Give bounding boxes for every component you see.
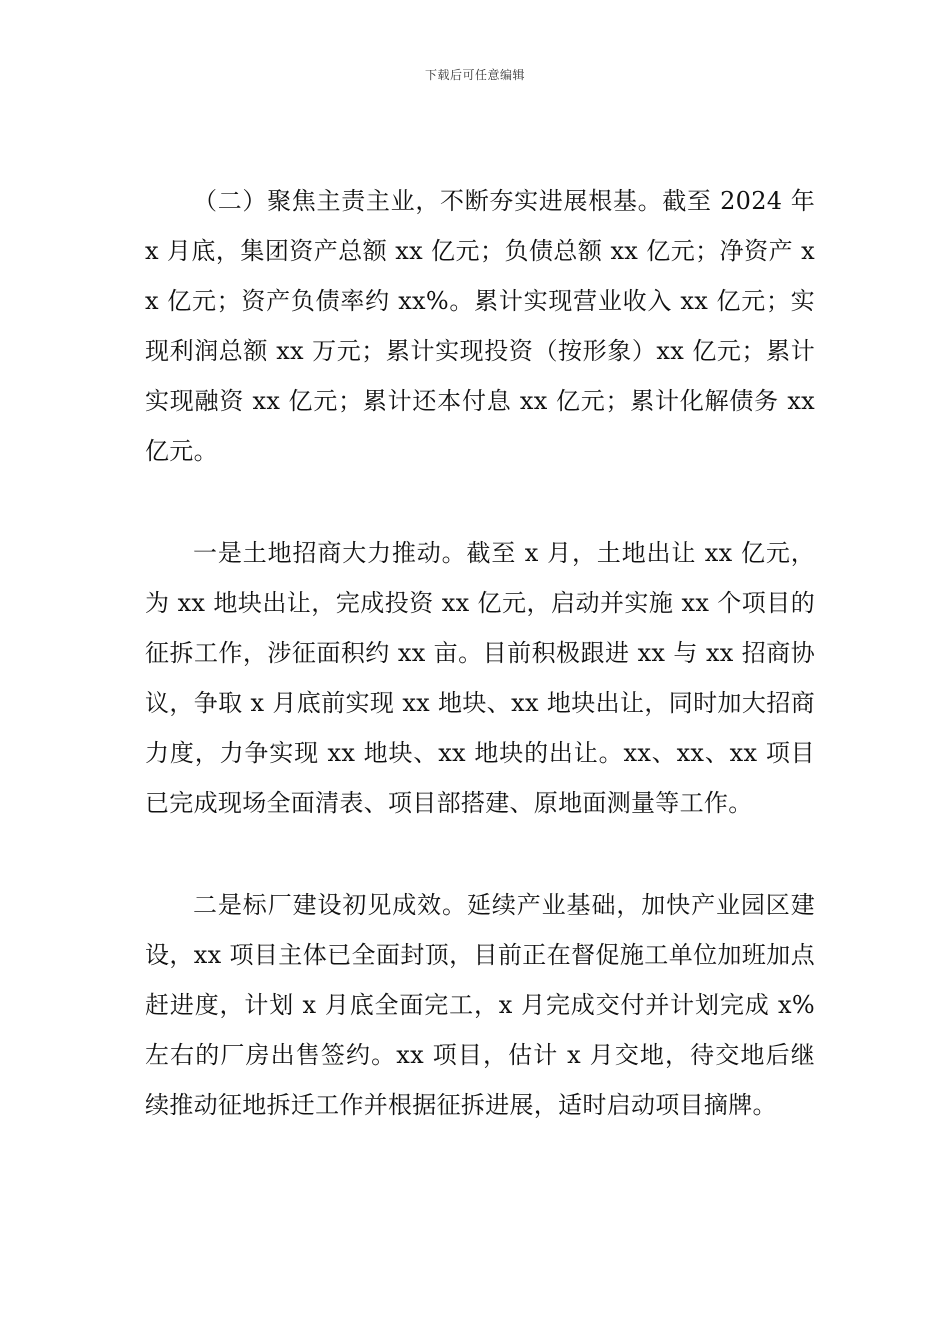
paragraph-land-investment: 一是土地招商大力推动。截至 x 月，土地出让 xx 亿元，为 xx 地块出让，完成投资 xx 亿元，启动并实施 xx 个项目的征拆工作，涉征面积约 xx 亩。目前积极跟进 xx 与 xx 招商协议，争取 x 月底前实现 xx 地块、xx 地块出让，同时加大招商力度，力争实现 xx 地块、xx 地块的出让。xx、xx、xx 项目已完成现场全面清表、项目部搭建、原地面测量等工作。 <box>145 539 815 817</box>
header-note: 下载后可任意编辑 <box>424 68 525 82</box>
paragraph-standard-factory: 二是标厂建设初见成效。延续产业基础，加快产业园区建设，xx 项目主体已全面封顶，目前正在督促施工单位加班加点赶进度，计划 x 月底全面完工，x 月完成交付并计划完成 x%左右的厂房出售签约。xx 项目，估计 x 月交地，待交地后继续推动征地拆迁工作并根据征拆进展，适时启动项目摘牌。 <box>145 891 815 1119</box>
document-body <box>145 176 815 1182</box>
paragraph-focus-main-business: （二）聚焦主责主业，不断夯实进展根基。截至 2024 年 x 月底，集团资产总额 xx 亿元；负债总额 xx 亿元；净资产 xx 亿元；资产负债率约 xx%。累计实现营业收入 xx 亿元；实现利润总额 xx 万元；累计实现投资（按形象）xx 亿元；累计实现融资 xx 亿元；累计还本付息 xx 亿元；累计化解债务 xx 亿元。 <box>145 187 815 465</box>
